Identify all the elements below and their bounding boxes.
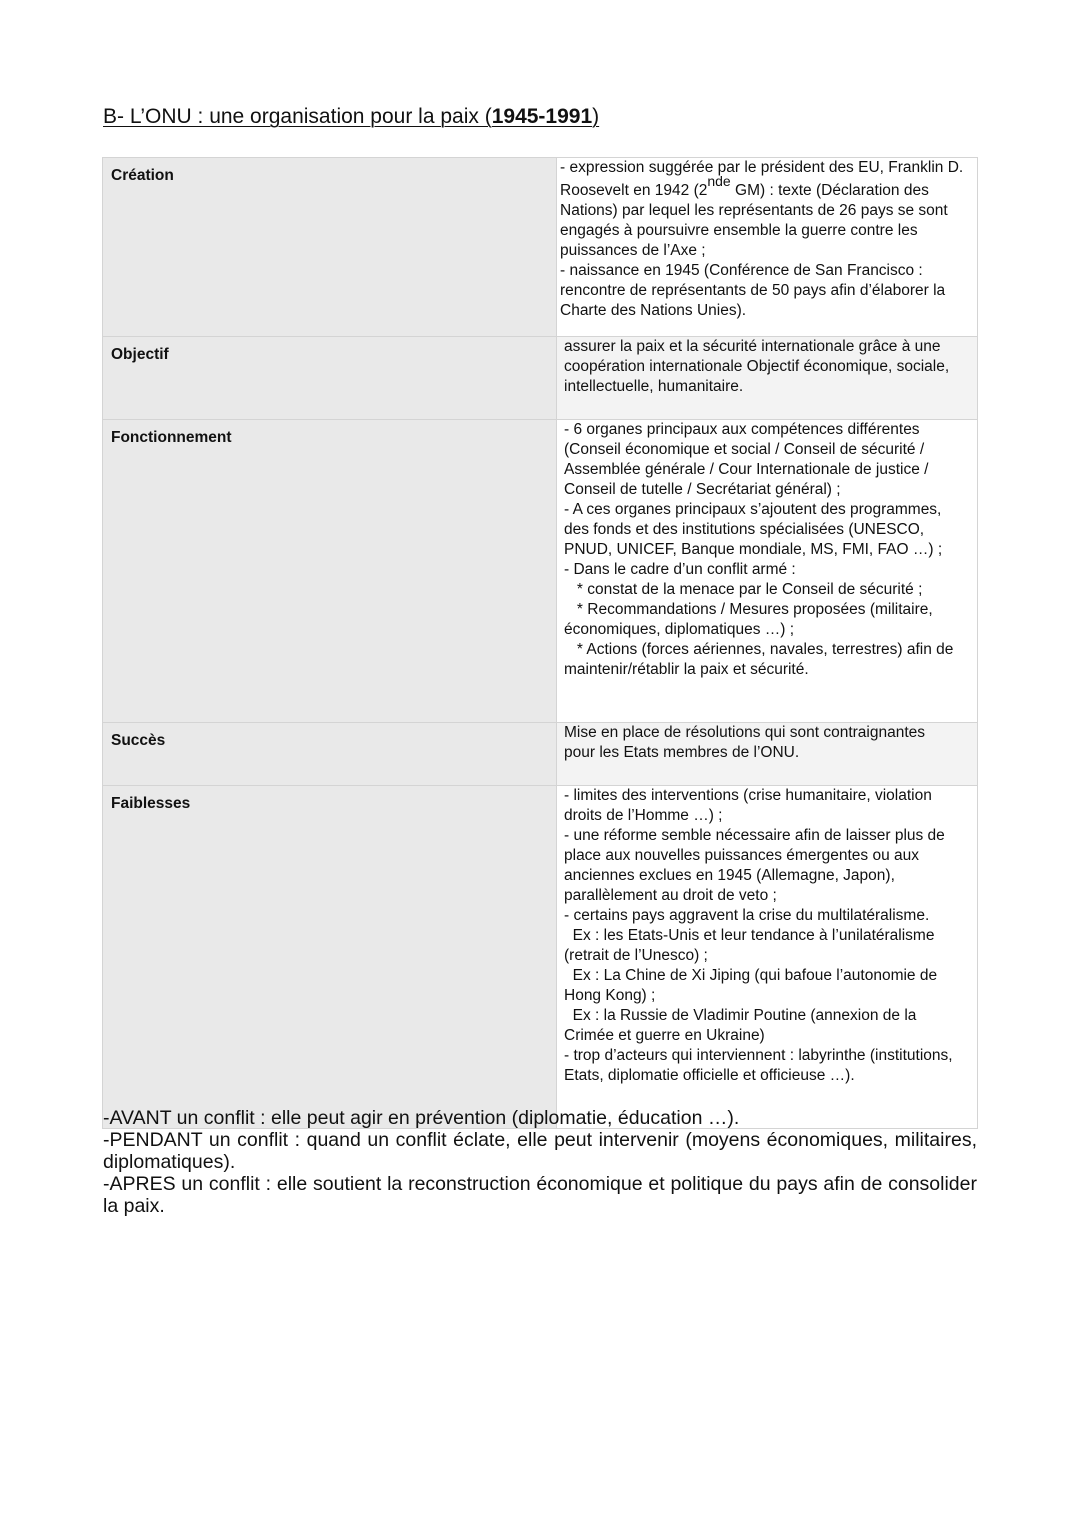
content-line: maintenir/rétablir la paix et sécurité. <box>564 661 809 678</box>
row-content-creation <box>557 158 978 337</box>
content-line: coopération internationale Objectif économique, sociale, <box>564 358 950 375</box>
row-content-faiblesses <box>557 786 978 1129</box>
content-line: Nations) par lequel les représentants de 26 pays se sont <box>560 202 948 219</box>
row-label-creation: Création <box>103 158 557 337</box>
content-line: intellectuelle, humanitaire. <box>564 378 744 395</box>
content-line: - une réforme semble nécessaire afin de laisser plus de <box>564 827 945 844</box>
content-line: Ex : les Etats-Unis et leur tendance à l’unilatéralisme <box>564 927 935 944</box>
content-line: * constat de la menace par le Conseil de sécurité ; <box>564 581 923 598</box>
table-row-objectif <box>103 337 978 420</box>
content-line <box>560 173 969 201</box>
row-label-succes: Succès <box>103 723 557 786</box>
content-line: Charte des Nations Unies). <box>560 302 747 319</box>
row-content-objectif <box>557 337 978 420</box>
content-line: PNUD, UNICEF, Banque mondiale, MS, FMI, FAO …) ; <box>564 541 943 558</box>
row-label-faiblesses: Faiblesses <box>103 786 557 1129</box>
table-row-succes <box>103 723 978 786</box>
row-label-fonctionnement: Fonctionnement <box>103 420 557 723</box>
content-line-part: GM) : texte (Déclaration des <box>730 182 929 199</box>
content-line: - naissance en 1945 (Conférence de San Francisco : <box>560 262 923 279</box>
note-apres: -APRES un conflit : elle soutient la reconstruction économique et politique du pays afin de consolider la paix. <box>103 1173 977 1217</box>
content-line: Ex : la Russie de Vladimir Poutine (annexion de la <box>564 1007 917 1024</box>
content-line: anciennes exclues en 1945 (Allemagne, Japon), <box>564 867 895 884</box>
content-line: Assemblée générale / Cour Internationale de justice / <box>564 461 929 478</box>
content-line: - expression suggérée par le président des EU, Franklin D. <box>560 159 964 176</box>
content-line: pour les Etats membres de l’ONU. <box>564 744 800 761</box>
superscript-ordinal: nde <box>707 173 731 189</box>
content-line: assurer la paix et la sécurité internationale grâce à une <box>564 338 941 355</box>
table-row-faiblesses <box>103 786 978 1129</box>
content-line: des fonds et des institutions spécialisées (UNESCO, <box>564 521 925 538</box>
content-line: Etats, diplomatie officielle et officieuse …). <box>564 1067 855 1084</box>
content-line: * Actions (forces aériennes, navales, terrestres) afin de <box>564 641 954 658</box>
content-line: puissances de l’Axe ; <box>560 242 706 259</box>
section-heading-suffix: ) <box>592 105 600 128</box>
content-line: - certains pays aggravent la crise du multilatéralisme. <box>564 907 930 924</box>
section-heading <box>103 103 599 131</box>
content-line: Mise en place de résolutions qui sont contraignantes <box>564 724 926 741</box>
content-line: économiques, diplomatiques …) ; <box>564 621 795 638</box>
content-line: droits de l’Homme …) ; <box>564 807 723 824</box>
onu-summary-table <box>102 157 978 1129</box>
row-content-fonctionnement <box>557 420 978 723</box>
section-heading-prefix: B- L’ONU : une organisation pour la paix ( <box>103 105 492 128</box>
content-line: - Dans le cadre d’un conflit armé : <box>564 561 796 578</box>
content-line: Crimée et guerre en Ukraine) <box>564 1027 765 1044</box>
content-line: parallèlement au droit de veto ; <box>564 887 777 904</box>
content-line: - A ces organes principaux s’ajoutent des programmes, <box>564 501 942 518</box>
content-line: - trop d’acteurs qui interviennent : labyrinthe (institutions, <box>564 1047 953 1064</box>
note-avant: -AVANT un conflit : elle peut agir en prévention (diplomatie, éducation …). <box>103 1107 740 1129</box>
content-line: Hong Kong) ; <box>564 987 656 1004</box>
conflict-phases-notes <box>103 1107 977 1217</box>
content-line: - 6 organes principaux aux compétences différentes <box>564 421 920 438</box>
table-row-creation <box>103 158 978 337</box>
content-line-part: Roosevelt en 1942 (2 <box>560 182 708 199</box>
content-line: place aux nouvelles puissances émergentes ou aux <box>564 847 920 864</box>
content-line: - limites des interventions (crise humanitaire, violation <box>564 787 932 804</box>
note-pendant: -PENDANT un conflit : quand un conflit éclate, elle peut intervenir (moyens économiques, militaires, diplomatiques). <box>103 1129 977 1173</box>
content-line: (retrait de l’Unesco) ; <box>564 947 708 964</box>
content-line: (Conseil économique et social / Conseil de sécurité / <box>564 441 925 458</box>
content-line: rencontre de représentants de 50 pays afin d’élaborer la <box>560 282 946 299</box>
content-line: * Recommandations / Mesures proposées (militaire, <box>564 601 933 618</box>
content-line: engagés à poursuivre ensemble la guerre contre les <box>560 222 918 239</box>
row-label-objectif: Objectif <box>103 337 557 420</box>
table-row-fonctionnement <box>103 420 978 723</box>
content-line: Conseil de tutelle / Secrétariat général) ; <box>564 481 841 498</box>
section-heading-years: 1945-1991 <box>491 105 593 128</box>
row-content-succes <box>557 723 978 786</box>
content-line: Ex : La Chine de Xi Jiping (qui bafoue l’autonomie de <box>564 967 938 984</box>
